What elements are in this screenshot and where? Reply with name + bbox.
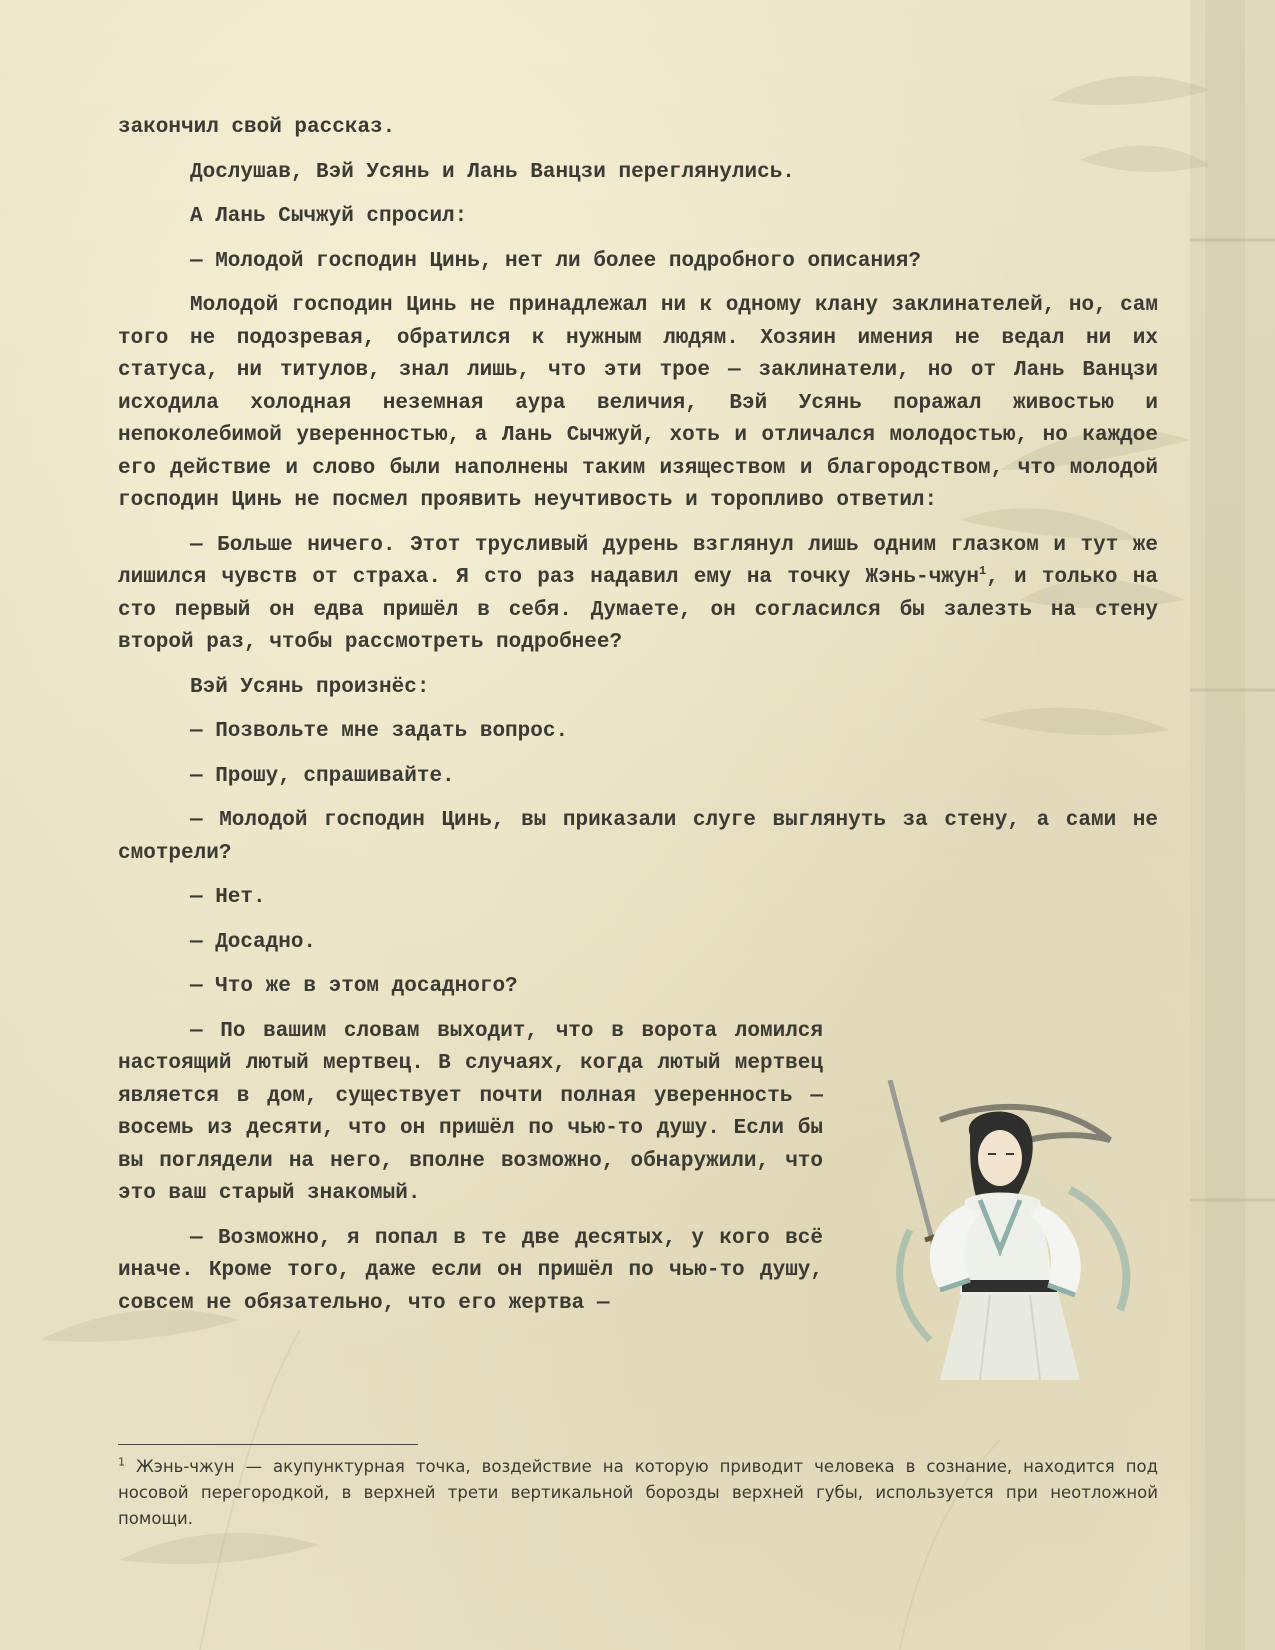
- paragraph-10: — Молодой господин Цинь, вы приказали слуге выглянуть за стену, а сами не смотрели?: [118, 809, 1158, 865]
- paragraph-13: — Что же в этом досадного?: [190, 975, 518, 998]
- paragraph-6: [118, 530, 1158, 660]
- paragraph-11: — Нет.: [190, 886, 266, 909]
- paragraph-8: — Позвольте мне задать вопрос.: [190, 720, 569, 743]
- footnote-mark: 1: [118, 1455, 125, 1469]
- paragraph-14: — По вашим словам выходит, что в ворота ломился настоящий лютый мертвец. В случаях, когда лютый мертвец является в дом, существует почти полная уверенность — восемь из десяти, что он пришёл по чью-то душу. Если бы вы поглядели на него, вполне возможно, обнаружили, что это ваш старый знакомый.: [118, 1019, 823, 1205]
- paragraph-5: Молодой господин Цинь не принадлежал ни к одному клану заклинателей, но, сам того не подозревая, обратился к нужным людям. Хозяин имения не ведал ни их статуса, ни титулов, знал лишь, что эти трое — заклинатели, но от Лань Ванцзи исходила холодная неземная аура величия, Вэй Усянь поражал живостью и непоколебимой уверенностью, а Лань Сычжуй, хоть и отличался молодостью, но каждое его действие и слово были наполнены таким изяществом и благородством, что молодой господин Цинь не посмел проявить неучтивость и торопливо ответил:: [118, 294, 1158, 512]
- paragraph-3: А Лань Сычжуй спросил:: [190, 205, 468, 228]
- footnote: [118, 1454, 1158, 1532]
- paragraph-1: закончил свой рассказ.: [118, 116, 396, 139]
- paragraph-6-before: — Больше ничего. Этот трусливый дурень взглянул лишь одним глазком и тут же лишился чувств от страха. Я сто раз надавил ему на точку Жэнь-чжун: [118, 533, 1158, 589]
- paragraph-12: — Досадно.: [190, 930, 317, 954]
- paragraph-15: — Возможно, я попал в те две десятых, у кого всё иначе. Кроме того, даже если он пришёл по чью-то душу, совсем не обязательно, что его жертва —: [118, 1226, 823, 1315]
- swordsman-illustration: [870, 1080, 1170, 1380]
- paragraph-6-after: , и только на сто первый он едва пришёл в себя. Думаете, он согласился бы залезть на стену второй раз, чтобы рассмотреть подробнее?: [118, 566, 1158, 654]
- footnote-ref[interactable]: 1: [978, 564, 987, 578]
- footnote-text: Жэнь-чжун — акупунктурная точка, воздействие на которую приводит человека в сознание, находится под носовой перегородкой, в верхней трети вертикальной борозды верхней губы, используется при неотложной помощи.: [118, 1457, 1158, 1528]
- paragraph-4: — Молодой господин Цинь, нет ли более подробного описания?: [190, 249, 921, 273]
- footnote-divider: [118, 1444, 418, 1445]
- paragraph-7: Вэй Усянь произнёс:: [190, 675, 430, 699]
- paragraph-9: — Прошу, спрашивайте.: [190, 764, 455, 788]
- paragraph-2: Дослушав, Вэй Усянь и Лань Ванцзи переглянулись.: [190, 160, 795, 184]
